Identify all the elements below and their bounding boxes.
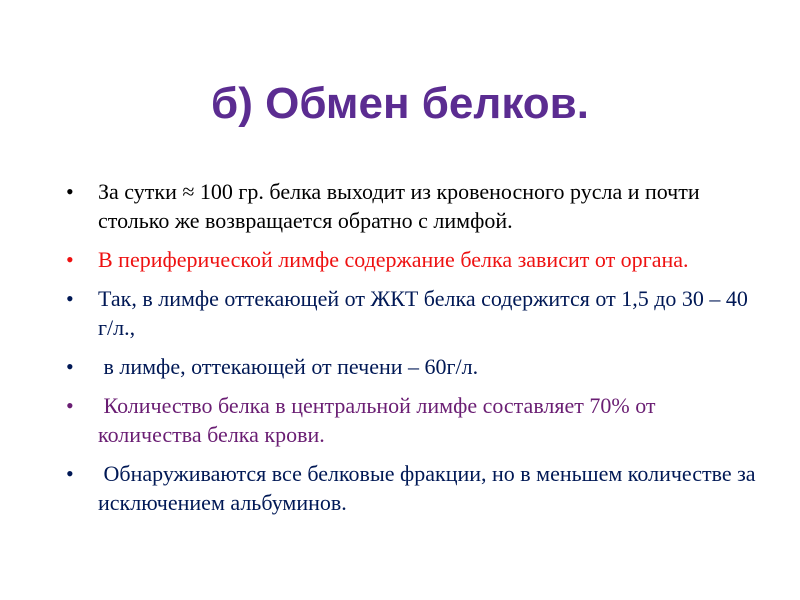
bullet-dot-icon: • <box>66 247 74 272</box>
bullet-text: Обнаруживаются все белковые фракции, но в меньшем количестве за исключением альбуминов. <box>98 461 762 515</box>
bullet-dot-icon: • <box>66 461 74 486</box>
slide-title: б) Обмен белков. <box>211 79 589 128</box>
bullet-text: в лимфе, оттекающей от печени – 60г/л. <box>98 354 479 379</box>
bullet-text: В периферической лимфе содержание белка зависит от органа. <box>98 247 689 272</box>
bullet-dot-icon: • <box>66 179 74 204</box>
bullet-text: Количество белка в центральной лимфе составляет 70% от количества белка крови. <box>98 393 662 447</box>
bullet-text: Так, в лимфе оттекающей от ЖКТ белка содержится от 1,5 до 30 – 40 г/л., <box>98 286 748 340</box>
bullet-dot-icon: • <box>66 286 74 311</box>
bullet-item-4 <box>66 352 756 381</box>
bullet-dot-icon: • <box>66 354 74 379</box>
bullet-item-2 <box>66 245 756 274</box>
bullet-dot-icon: • <box>66 393 74 418</box>
bullet-text: За сутки ≈ 100 гр. белка выходит из кровеносного русла и почти столько же возвращается обратно с лимфой. <box>98 179 700 233</box>
bullet-item-1 <box>66 177 756 235</box>
bullet-item-6 <box>66 459 762 517</box>
bullet-item-3 <box>66 284 756 342</box>
bullet-list <box>66 177 762 527</box>
bullet-item-5 <box>66 391 756 449</box>
